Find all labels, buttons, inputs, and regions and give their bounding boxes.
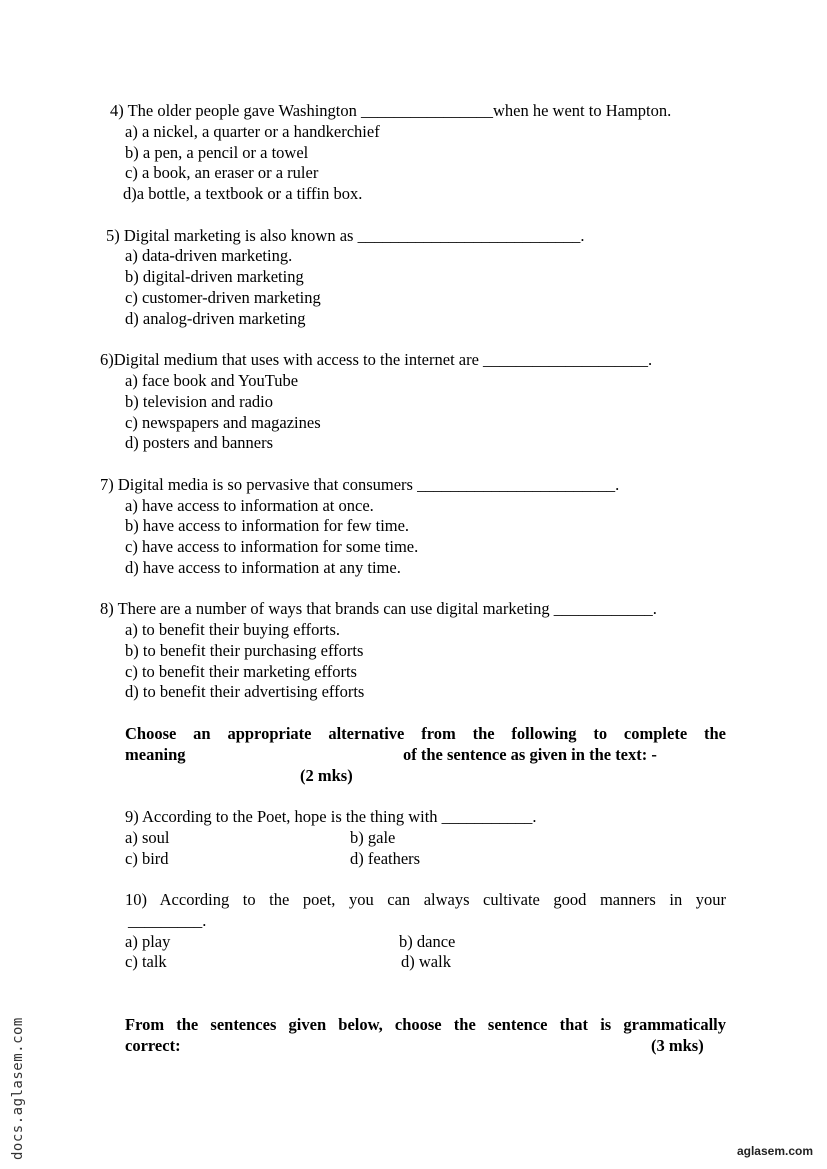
instruction-line: correct: — [125, 1036, 181, 1055]
marks-label: (2 mks) — [300, 766, 353, 785]
option: a) have access to information at once. — [125, 496, 374, 515]
option: d) posters and banners — [125, 433, 274, 452]
option: b) have access to information for few time. — [125, 516, 410, 535]
option: c) talk — [125, 952, 167, 971]
question-stem: 5) Digital marketing is also known as ___________________________. — [106, 226, 585, 245]
option: c) to benefit their marketing efforts — [125, 662, 357, 681]
question-stem: 8) There are a number of ways that brands can use digital marketing ____________. — [100, 599, 657, 618]
option: b) dance — [399, 932, 456, 951]
option: a) soul — [125, 828, 170, 847]
question-stem: 9) According to the Poet, hope is the thing with ___________. — [125, 807, 537, 826]
question-stem: 7) Digital media is so pervasive that consumers ________________________. — [100, 475, 620, 494]
corner-watermark: aglasem.com — [736, 1144, 813, 1158]
instruction-line: of the sentence as given in the text: - — [403, 745, 657, 764]
option: d) analog-driven marketing — [125, 309, 306, 328]
question-stem: _________. — [128, 911, 207, 930]
instruction-line: meaning — [125, 745, 186, 764]
option: a) face book and YouTube — [125, 371, 299, 390]
option: a) a nickel, a quarter or a handkerchief — [125, 122, 380, 141]
question-stem: 6)Digital medium that uses with access to the internet are ____________________. — [100, 350, 653, 369]
instruction-line: Choose an appropriate alternative from the following to complete the — [125, 724, 726, 743]
option: a) data-driven marketing. — [125, 246, 293, 265]
option: b) television and radio — [125, 392, 274, 411]
option: d) have access to information at any time. — [125, 558, 401, 577]
option: b) gale — [350, 828, 396, 847]
question-stem: 10) According to the poet, you can always cultivate good manners in your — [125, 890, 726, 909]
option: c) customer-driven marketing — [125, 288, 321, 307]
question-stem: 4) The older people gave Washington ________________when he went to Hampton. — [110, 101, 672, 120]
instruction-line: From the sentences given below, choose the sentence that is grammatically — [125, 1015, 726, 1034]
option: c) have access to information for some time. — [125, 537, 419, 556]
option: b) digital-driven marketing — [125, 267, 304, 286]
option: c) newspapers and magazines — [125, 413, 321, 432]
option: d) feathers — [350, 849, 421, 868]
option: a) to benefit their buying efforts. — [125, 620, 341, 639]
option: d) to benefit their advertising efforts — [125, 682, 365, 701]
option: b) to benefit their purchasing efforts — [125, 641, 364, 660]
option: d) walk — [401, 952, 451, 971]
side-watermark: docs.aglasem.com — [10, 1017, 26, 1160]
option: b) a pen, a pencil or a towel — [125, 143, 309, 162]
option: c) bird — [125, 849, 169, 868]
option: d)a bottle, a textbook or a tiffin box. — [123, 184, 363, 203]
option: a) play — [125, 932, 171, 951]
marks-label: (3 mks) — [651, 1036, 704, 1055]
option: c) a book, an eraser or a ruler — [125, 163, 319, 182]
